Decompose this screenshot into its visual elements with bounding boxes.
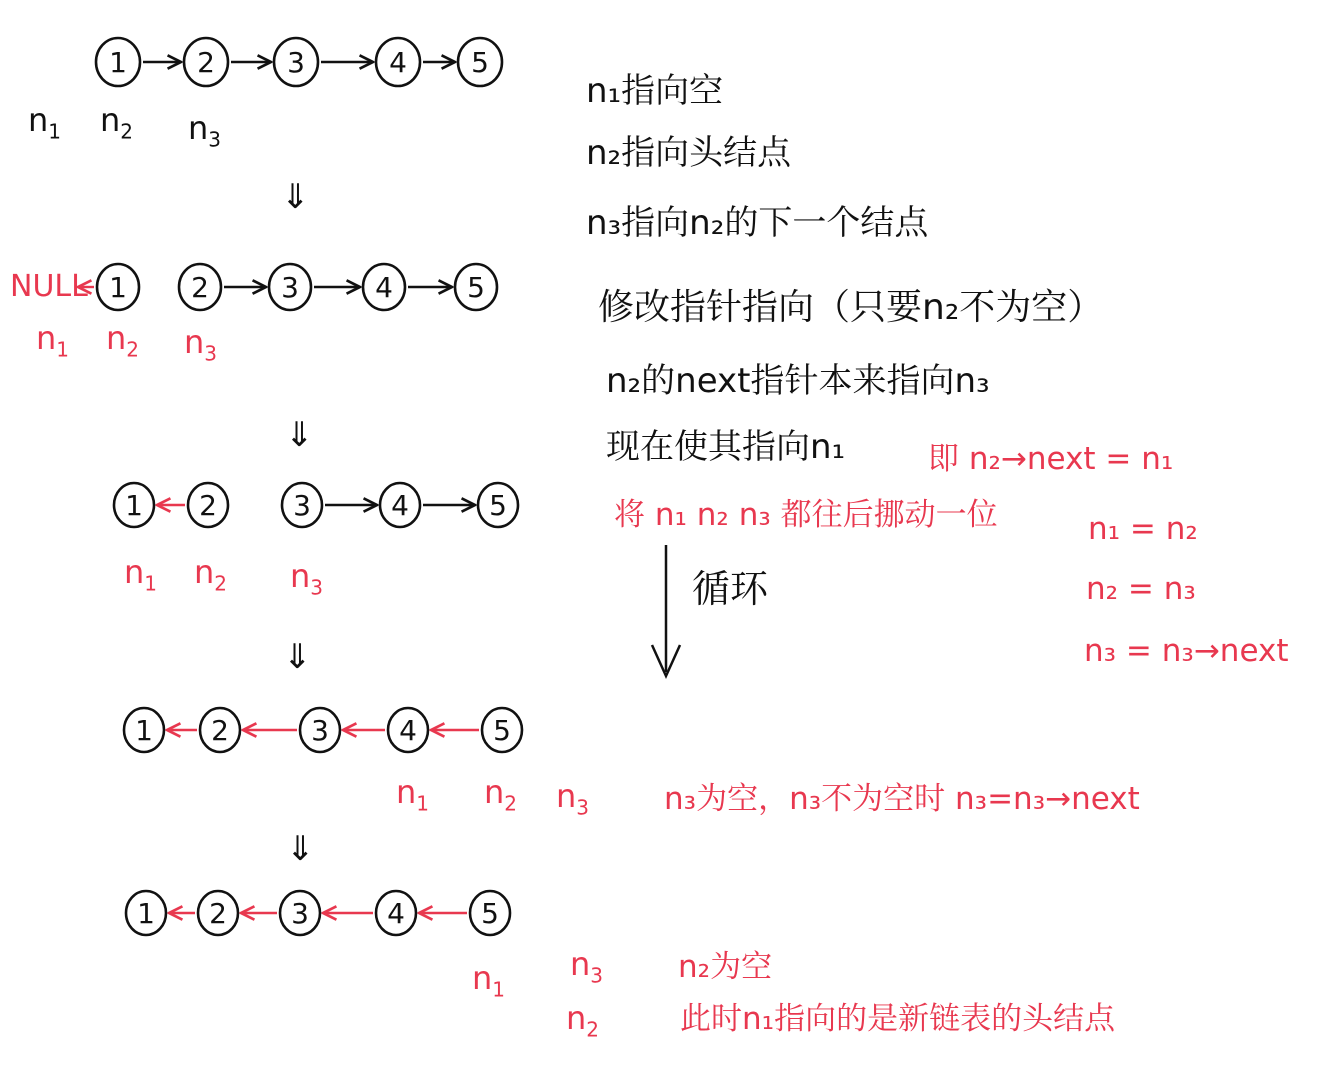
pointer-name: n [106, 319, 127, 357]
pointer-index: 1 [56, 337, 70, 362]
list-node-label: 5 [493, 714, 511, 747]
list-node-label: 1 [109, 46, 127, 79]
list-node-label: 1 [135, 714, 153, 747]
pointer-index: 1 [416, 791, 430, 816]
pointer-label-n3 [556, 777, 590, 820]
list-node-label: 3 [281, 271, 299, 304]
pointer-name: n [36, 319, 57, 357]
list-node-label: 2 [211, 714, 229, 747]
pointer-label-n3 [290, 557, 324, 600]
pointer-index: 1 [144, 571, 158, 596]
double-down-arrow-icon: ⇓ [286, 829, 315, 869]
list-node-label: 1 [125, 489, 143, 522]
list-node-label: 5 [489, 489, 507, 522]
note-init-n1: n₁指向空 [586, 71, 724, 111]
pointer-index: 2 [120, 119, 134, 144]
pointer-label-n1 [472, 959, 506, 1002]
list-node-label: 2 [191, 271, 209, 304]
pointer-name: n [556, 777, 577, 815]
note-loop: 循环 [692, 567, 769, 611]
note-modify-title: 修改指针指向（只要n₂不为空） [598, 287, 1104, 328]
list-node-label: 3 [287, 46, 305, 79]
pointer-label-n3 [570, 945, 604, 988]
double-down-arrow-icon: ⇓ [283, 637, 312, 677]
pointer-label-n3 [188, 109, 222, 152]
pointer-name: n [396, 773, 417, 811]
list-node-label: 5 [471, 46, 489, 79]
note-n3-null: n₃为空，n₃不为空时 n₃=n₃→next [664, 781, 1140, 817]
pointer-index: 2 [504, 791, 518, 816]
pointer-index: 3 [576, 795, 590, 820]
list-node-label: 5 [467, 271, 485, 304]
list-node-label: 4 [399, 714, 417, 747]
note-shift: 将 n₁ n₂ n₃ 都往后挪动一位 [614, 497, 998, 533]
pointer-label-n2 [106, 319, 140, 362]
pointer-index: 1 [48, 119, 62, 144]
list-node-label: 3 [291, 897, 309, 930]
list-node-label: 5 [481, 897, 499, 930]
list-node-label: 1 [137, 897, 155, 930]
pointer-name: n [484, 773, 505, 811]
pointer-index: 2 [126, 337, 140, 362]
list-node-label: 3 [293, 489, 311, 522]
pointer-label-n2 [484, 773, 518, 816]
pointer-name: n [570, 945, 591, 983]
pointer-name: n [28, 101, 49, 139]
pointer-name: n [188, 109, 209, 147]
note-n2-null: n₂为空 [678, 949, 773, 985]
pointer-index: 1 [492, 977, 506, 1002]
pointer-name: n [194, 553, 215, 591]
nodes-layer [96, 38, 522, 935]
pointer-label-n2 [566, 999, 600, 1042]
pointer-index: 3 [204, 341, 218, 366]
pointer-name: n [184, 323, 205, 361]
list-node-label: 4 [391, 489, 409, 522]
list-node-label: 4 [389, 46, 407, 79]
list-node-label: 4 [375, 271, 393, 304]
note-init-n2: n₂指向头结点 [586, 133, 792, 173]
pointer-label-n1 [124, 553, 158, 596]
double-down-arrow-icon: ⇓ [281, 177, 310, 217]
pointer-label-n1 [28, 101, 62, 144]
pointer-label-n3 [184, 323, 218, 366]
pointer-name: n [100, 101, 121, 139]
note-modify-line2-red: 即 n₂→next = n₁ [928, 441, 1174, 477]
note-assign1: n₁ = n₂ [1088, 511, 1198, 547]
pointer-index: 3 [590, 963, 604, 988]
note-init-n3: n₃指向n₂的下一个结点 [586, 203, 929, 243]
pointer-label-n1 [36, 319, 70, 362]
note-assign2: n₂ = n₃ [1086, 571, 1196, 607]
list-node-label: 2 [209, 897, 227, 930]
pointer-index: 2 [586, 1017, 600, 1042]
list-node-label: 2 [197, 46, 215, 79]
pointer-name: n [472, 959, 493, 997]
double-down-arrow-icon: ⇓ [285, 415, 314, 455]
pointer-index: 3 [310, 575, 324, 600]
pointer-index: 3 [208, 127, 222, 152]
pointer-index: 2 [214, 571, 228, 596]
note-assign3: n₃ = n₃→next [1084, 633, 1289, 669]
note-modify-line2: 现在使其指向n₁ [606, 427, 846, 467]
list-node-label: 3 [311, 714, 329, 747]
list-node-label: 1 [109, 271, 127, 304]
pointer-name: n [290, 557, 311, 595]
note-modify-line1: n₂的next指针本来指向n₃ [606, 361, 990, 401]
pointer-label-n2 [194, 553, 228, 596]
note-result: 此时n₁指向的是新链表的头结点 [680, 1001, 1116, 1037]
list-node-label: 2 [199, 489, 217, 522]
null-label: NULL [10, 269, 88, 304]
pointer-label-n1 [396, 773, 430, 816]
pointer-name: n [566, 999, 587, 1037]
list-node-label: 4 [387, 897, 405, 930]
pointer-label-n2 [100, 101, 134, 144]
pointer-name: n [124, 553, 145, 591]
